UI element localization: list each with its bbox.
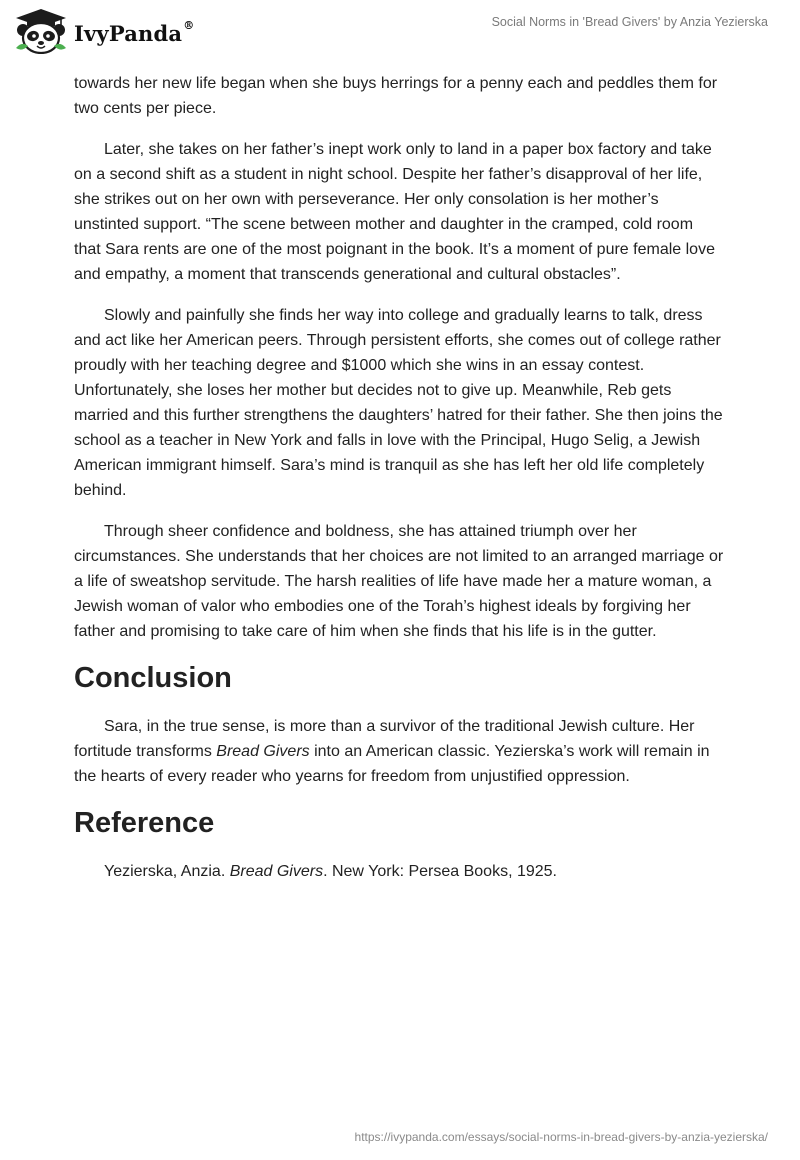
logo-wordmark: IvyPanda®: [74, 18, 195, 46]
panda-graduate-icon: [14, 8, 68, 54]
source-url[interactable]: https://ivypanda.com/essays/social-norms-in-bread-givers-by-anzia-yezierska/: [354, 1130, 768, 1144]
reference-list: [74, 859, 724, 884]
reference-entry: Yezierska, Anzia. Bread Givers. New York: Persea Books, 1925.: [104, 863, 557, 880]
conclusion-paragraph: Sara, in the true sense, is more than a survivor of the traditional Jewish culture. Her fortitude transforms Bread Givers into an American classic. Yezierska’s work will remain in the hearts of every reader who yearns for freedom from unjustified oppression.: [74, 718, 710, 785]
page-header: [0, 0, 800, 60]
essay-content: [74, 71, 724, 884]
reference-heading: Reference: [74, 807, 215, 839]
book-title: Bread Givers: [229, 863, 324, 880]
conclusion-heading: Conclusion: [74, 662, 232, 694]
body-paragraph: Through sheer confidence and boldness, she has attained triumph over her circumstances. She understands that her choices are not limited to an arranged marriage or a life of sweatshop servitude. The harsh realities of life have made her a mature woman, a Jewish woman of valor who embodies one of the Torah’s highest ideals by forgiving her father and promising to take care of him when she finds that his life is in the gutter.: [74, 523, 724, 640]
body-paragraph: Slowly and painfully she finds her way into college and gradually learns to talk, dress and act like her American peers. Through persistent efforts, she comes out of college rather proudly with her teaching degree and $1000 which she wins in an essay contest. Unfortunately, she loses her mother but decides not to give up. Meanwhile, Reb gets married and this further strengthens the daughters’ hatred for their father. She then joins the school as a teacher in New York and falls in love with the Principal, Hugo Selig, a Jewish American immigrant himself. Sara’s mind is tranquil as she has left her old life completely behind.: [74, 307, 723, 499]
book-title: Bread Givers: [216, 743, 310, 760]
document-title: Social Norms in 'Bread Givers' by Anzia Yezierska: [491, 15, 768, 29]
body-paragraph: towards her new life began when she buys herrings for a penny each and peddles them for two cents per piece.: [74, 75, 718, 117]
ivypanda-logo[interactable]: [14, 8, 194, 54]
body-paragraph: Later, she takes on her father’s inept work only to land in a paper box factory and take on a second shift as a student in night school. Despite her father’s disapproval of her life, she strikes out on her own with perseverance. Her only consolation is her mother’s unstinted support. “The scene between mother and daughter in the cramped, cold room that Sara rents are one of the most poignant in the book. It’s a moment of pure female love and empathy, a moment that transcends generational and cultural obstacles”.: [74, 141, 715, 283]
